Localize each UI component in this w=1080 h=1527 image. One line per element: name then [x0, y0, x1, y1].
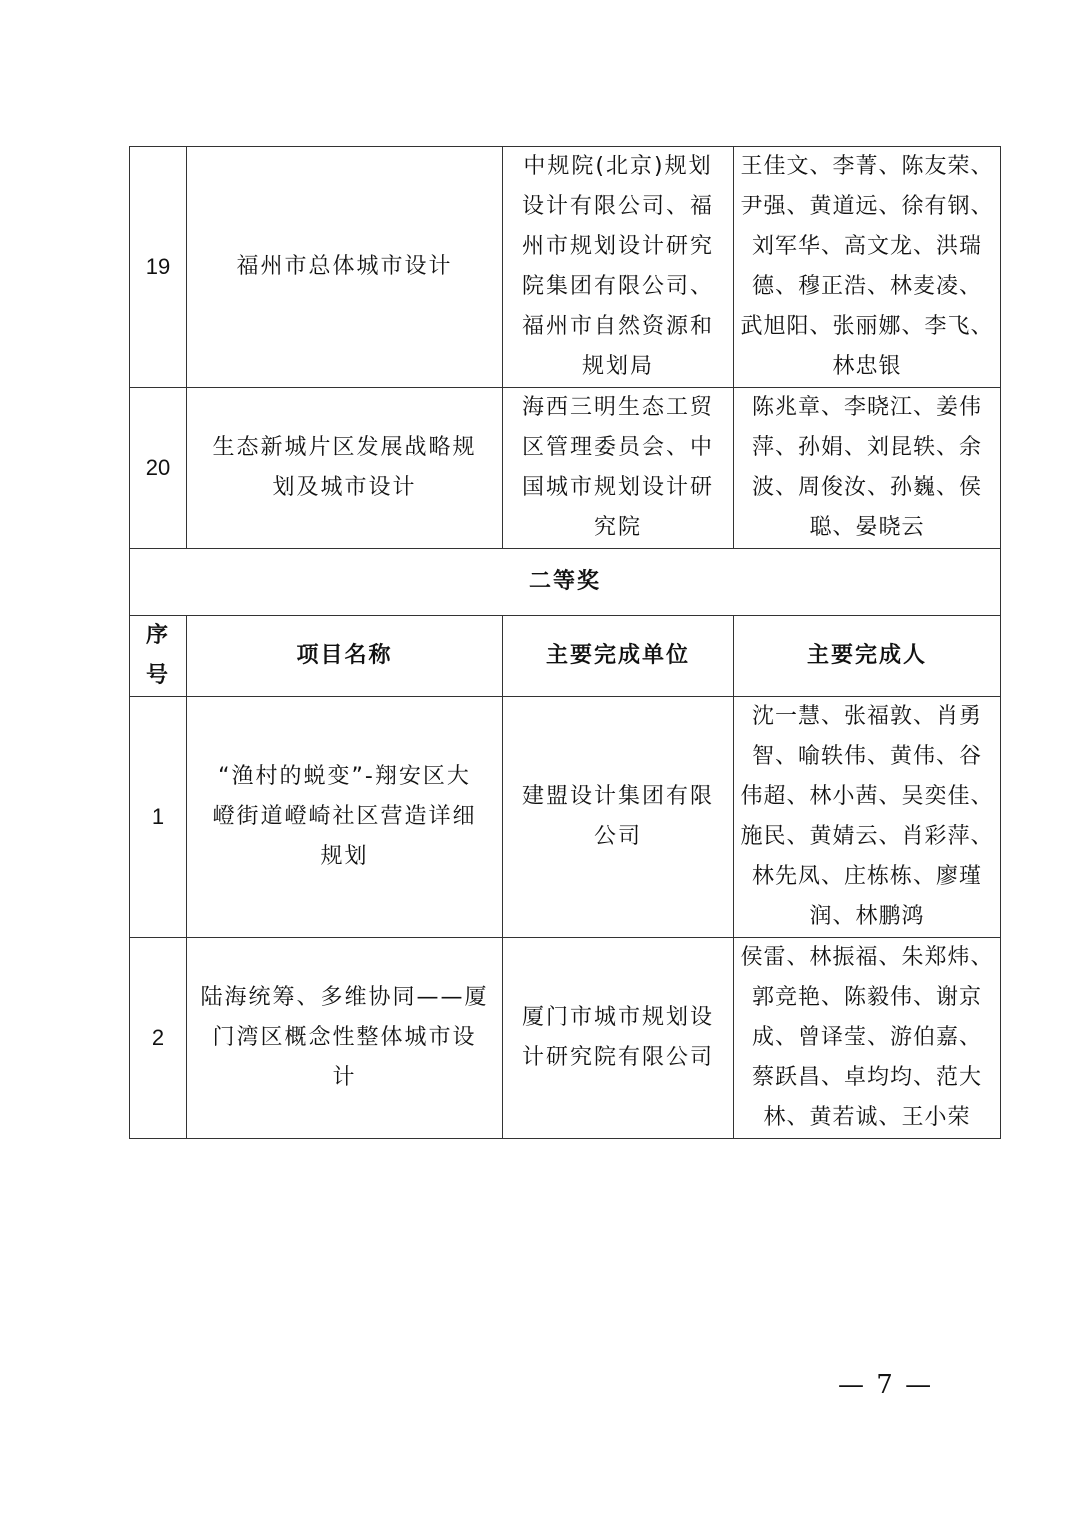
- header-seq: 序 号: [130, 616, 187, 697]
- org-name: 中规院(北京)规划 设计有限公司、福 州市规划设计研究 院集团有限公司、 福州市自然资源和 规划局: [503, 147, 734, 388]
- project-name: 生态新城片区发展战略规 划及城市设计: [187, 388, 503, 549]
- row-seq: 1: [130, 697, 187, 938]
- people-list: 陈兆章、李晓江、姜伟 萍、孙娟、刘昆轶、余 波、周俊汝、孙巍、侯 聪、晏晓云: [734, 388, 1001, 549]
- header-project: 项目名称: [187, 616, 503, 697]
- org-name: 厦门市城市规划设 计研究院有限公司: [503, 938, 734, 1139]
- section-row: [130, 549, 1001, 616]
- row-seq: 19: [130, 147, 187, 388]
- page-number: — 7 —: [838, 1370, 934, 1400]
- org-name: 海西三明生态工贸 区管理委员会、中 国城市规划设计研 究院: [503, 388, 734, 549]
- awards-table: [129, 146, 1001, 1139]
- table-row: [130, 938, 1001, 1139]
- people-list: 王佳文、李菁、陈友荣、 尹强、黄道远、徐有钢、 刘军华、高文龙、洪瑞 德、穆正浩、林麦凌、 武旭阳、张丽娜、李飞、 林忠银: [734, 147, 1001, 388]
- header-people: 主要完成人: [734, 616, 1001, 697]
- project-name: “渔村的蜕变”-翔安区大 嶝街道嶝崎社区营造详细 规划: [187, 697, 503, 938]
- table-row: [130, 697, 1001, 938]
- table-row: [130, 147, 1001, 388]
- header-org: 主要完成单位: [503, 616, 734, 697]
- org-name: 建盟设计集团有限 公司: [503, 697, 734, 938]
- section-title: 二等奖: [130, 549, 1001, 616]
- table-row: [130, 388, 1001, 549]
- project-name: 福州市总体城市设计: [187, 147, 503, 388]
- row-seq: 20: [130, 388, 187, 549]
- people-list: 沈一慧、张福敦、肖勇 智、喻轶伟、黄伟、谷 伟超、林小茜、吴奕佳、 施民、黄婧云、肖彩萍、 林先凤、庄栋栋、廖瑾 润、林鹏鸿: [734, 697, 1001, 938]
- people-list: 侯雷、林振福、朱郑炜、 郭竞艳、陈毅伟、谢京 成、曾译莹、游伯嘉、 蔡跃昌、卓均均、范大 林、黄若诚、王小荣: [734, 938, 1001, 1139]
- project-name: 陆海统筹、多维协同——厦 门湾区概念性整体城市设 计: [187, 938, 503, 1139]
- row-seq: 2: [130, 938, 187, 1139]
- header-row: [130, 616, 1001, 697]
